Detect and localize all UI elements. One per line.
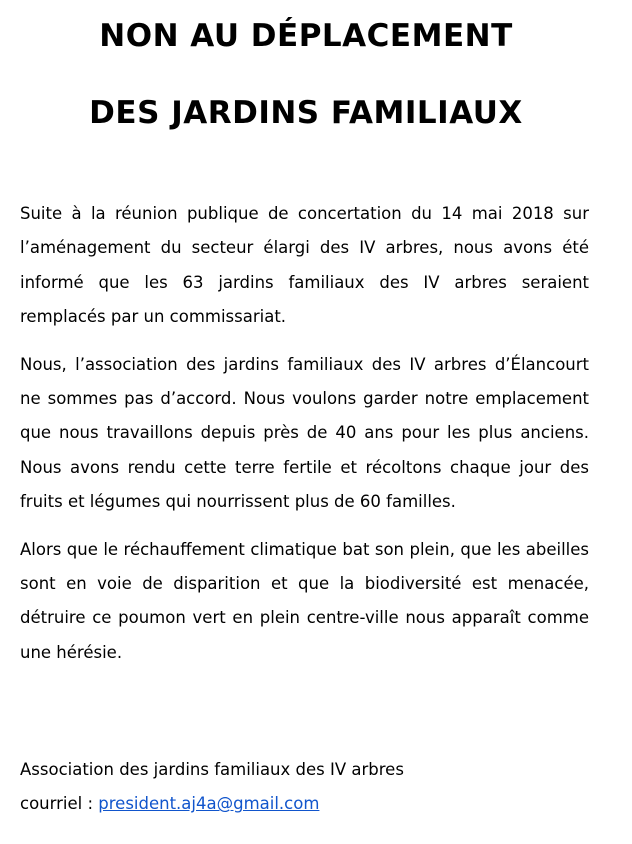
email-link[interactable]: president.aj4a@gmail.com (98, 794, 320, 814)
email-label: courriel : (20, 794, 99, 814)
paragraph-2: Nous, l’association des jardins familiaux des IV arbres d’Élancourt ne sommes pas d’accord. Nous voulons garder notre emplacement que nous travaillons depuis près de 40 ans pour les plus anciens. Nous avons rendu cette terre fertile et récoltons chaque jour des fruits et légumes qui nourrissent plus de 60 familles. (20, 354, 589, 512)
email-line (20, 787, 404, 821)
document-title-line-2: DES JARDINS FAMILIAUX (89, 95, 523, 131)
signature-block (20, 753, 404, 822)
association-name: Association des jardins familiaux des IV arbres (20, 760, 404, 779)
paragraph-1: Suite à la réunion publique de concertation du 14 mai 2018 sur l’aménagement du secteur élargi des IV arbres, nous avons été informé que les 63 jardins familiaux des IV arbres seraient remplacés par un commissariat. (20, 204, 589, 327)
paragraph-3: Alors que le réchauffement climatique bat son plein, que les abeilles sont en voie de disparition et que la biodiversité est menacée, détruire ce poumon vert en plein centre-ville nous apparaît comme une hérésie. (20, 539, 589, 662)
document-body (20, 197, 589, 683)
document-title-line-1: NON AU DÉPLACEMENT (99, 18, 513, 54)
